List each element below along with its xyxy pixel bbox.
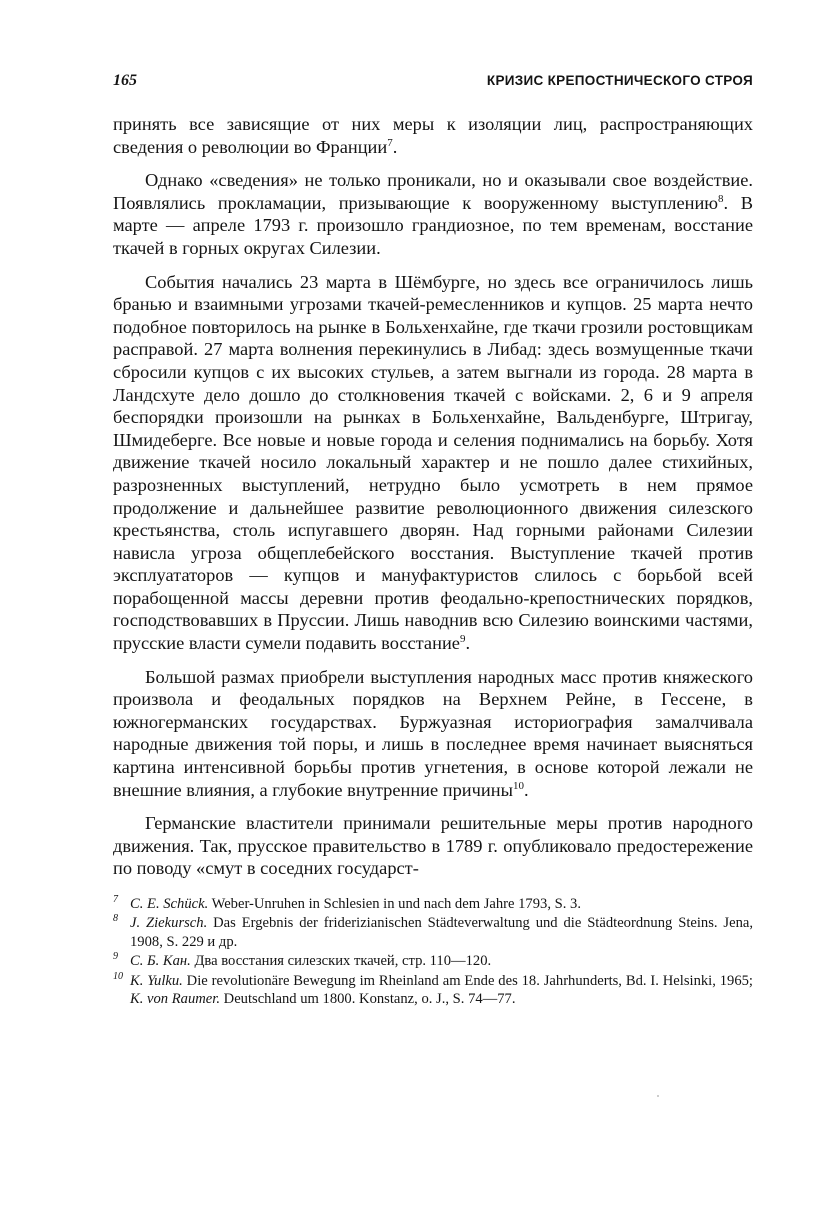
page-number: 165 [113, 72, 137, 89]
footnote-author: C. E. Schück. [130, 896, 209, 912]
paragraph-tail: . [523, 779, 529, 800]
paragraph-text: Однако «сведения» не только проникали, но и оказывали свое воздействие. Появлялись прокламации, призывающие к вооруженному выступлению [113, 170, 753, 213]
footnote-author: K. von Raumer. [130, 991, 220, 1008]
footnote-text: Два восстания силезских ткачей, стр. 110—120. [190, 953, 492, 970]
paragraph-text: принять все зависящие от них меры к изоляции лиц, распространяющих сведения о революции во Франции [113, 114, 753, 157]
paragraph-tail: . [392, 136, 398, 157]
paragraph [113, 169, 753, 259]
footnotes [113, 895, 753, 1008]
paragraph-text: Большой размах приобрели выступления народных масс против княжеского произвола и феодальных порядков на Верхнем Рейне, в Гессене, в южногерманских государствах. Буржуазная историография замалчивала народные движения той поры, и лишь в последнее время начинает выясняться картина интенсивной борьбы против угнетения, в основе которой лежали не внешние влияния, а глубокие внутренние причины [113, 666, 753, 800]
paragraph-text: Германские властители принимали решительные меры против народного движения. Так, прусское правительство в 1789 г. опубликовало предостережение по поводу «смут в соседних государст- [113, 813, 753, 879]
paragraph [113, 666, 753, 802]
footnote-text: Weber-Unruhen in Schlesien in und nach dem Jahre 1793, S. 3. [208, 896, 581, 912]
footnote-number: 8 [113, 913, 118, 925]
footnote-author: С. Б. Кан. [130, 953, 191, 970]
paragraph-tail: . В марте — апреле 1793 г. произошло грандиозное, по тем временам, восстание ткачей в горных округах Силезии. [113, 192, 753, 258]
footnote-number: 10 [113, 970, 123, 982]
paragraph [113, 113, 753, 158]
paragraph [113, 812, 753, 880]
paragraph-text: События начались 23 марта в Шёмбурге, но здесь все ограничилось лишь бранью и взаимными угрозами ткачей-ремесленников и купцов. 25 марта нечто подобное повторилось на рынке в Больхенхайне, где ткачи грозили ростовщикам расправой. 27 марта волнения перекинулись в Либад: здесь возмущенные ткачи сбросили купцов с их высоких стульев, а затем выгнали из города. 28 марта в Ландсхуте дело дошло до столкновения ткачей с войсками. 2, 6 и 9 апреля беспорядки произошли на рынках в Больхенхайне, Вальденбурге, Штригау, Шмидеберге. Все новые и новые города и селения поднимались на борьбу. Хотя движение ткачей носило локальный характер и не пошло далее стихийных, разрозненных выступлений, нетрудно было усмотреть в нем прямое продолжение и дальнейшее развитие революционного движения силезского крестьянства, столь испугавшего дворян. Над горными районами Силезии нависла угроза общеплебейского восстания. Выступление ткачей против эксплуататоров — купцов и мануфактуристов слилось с борьбой всей порабощенной массы деревни против феодально-крепостнических порядков, господствовавших в Пруссии. Лишь наводнив всю Силезию воинскими частями, прусские власти сумели подавить восстание [113, 271, 753, 654]
book-page [113, 72, 753, 1009]
footnote [113, 895, 753, 913]
running-head [113, 72, 753, 94]
footnote-ref: 9 [459, 633, 466, 646]
running-title: КРИЗИС КРЕПОСТНИЧЕСКОГО СТРОЯ [486, 73, 753, 88]
scan-speck [657, 1095, 659, 1097]
footnote-ref: 8 [718, 192, 724, 205]
footnote [113, 914, 753, 951]
footnote-number: 7 [113, 894, 118, 905]
footnote-author: J. Ziekursch. [130, 915, 208, 932]
paragraph [113, 271, 753, 655]
footnote-text: Das Ergebnis der friderizianischen Städteverwaltung und die Städteordnung Steins. Jena, 1908, S. 229 и др. [130, 915, 754, 950]
main-text [113, 113, 753, 880]
footnote-number: 9 [113, 951, 118, 963]
footnote-text: Die revolutionäre Bewegung im Rheinland am Ende des 18. Jahrhunderts, Bd. I. Helsinki, 1965; [182, 972, 753, 989]
footnote-text: Deutschland um 1800. Konstanz, o. J., S. 74—77. [220, 991, 516, 1008]
footnote [113, 972, 753, 1009]
footnote [113, 952, 753, 970]
footnote-ref: 10 [512, 779, 524, 792]
footnote-author: K. Yulku. [130, 972, 183, 989]
paragraph-tail: . [465, 633, 471, 654]
footnote-ref: 7 [387, 136, 393, 149]
